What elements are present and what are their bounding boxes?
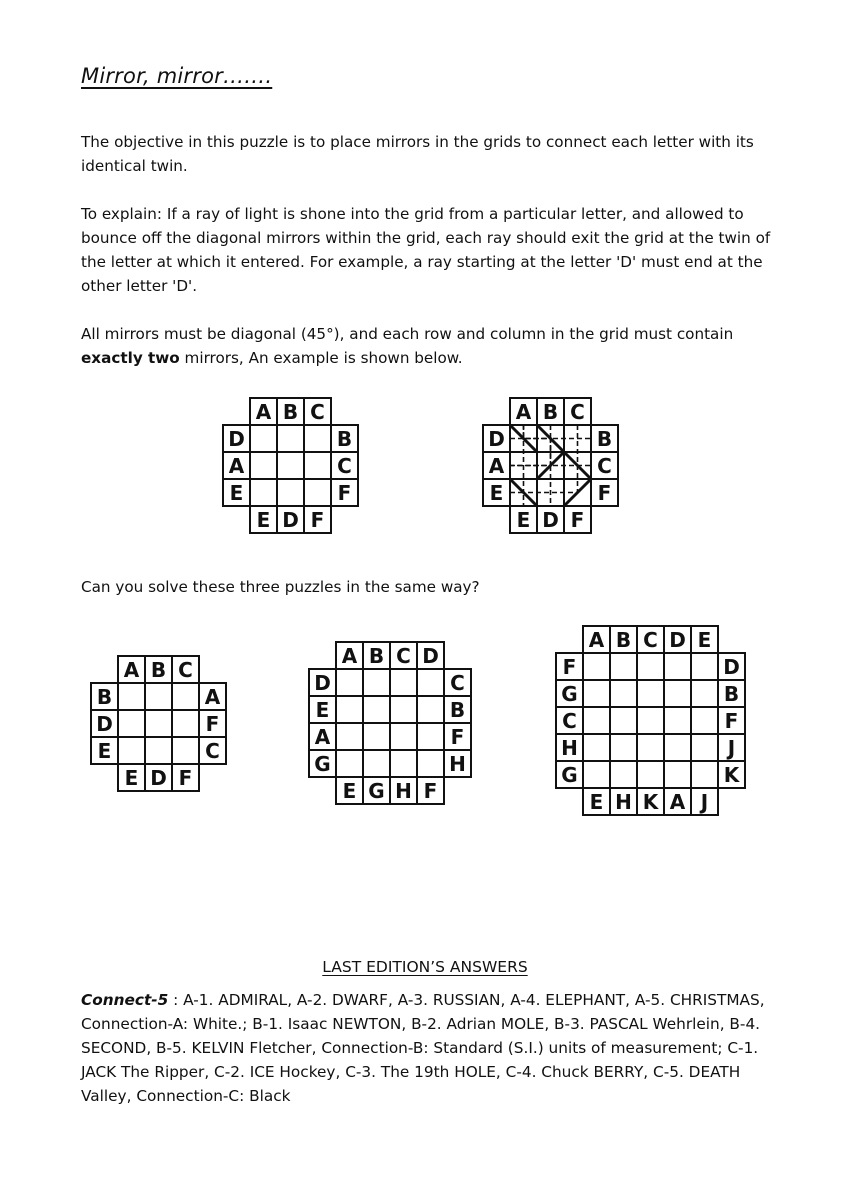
right-label: B: [717, 679, 746, 708]
bottom-label: E: [249, 505, 278, 534]
top-label: D: [416, 641, 445, 670]
grid-cell[interactable]: [636, 760, 665, 789]
grid-cell[interactable]: [663, 706, 692, 735]
answers-text: : A-1. ADMIRAL, A-2. DWARF, A-3. RUSSIAN, A-4. ELEPHANT, A-5. CHRISTMAS, Connection-A: White.; B-1. Isaac NEWTON, B-2. Adrian MOLE, B-3. PASCAL Wehrlein, B-4. SECOND, B-5. KELVIN Fletcher, Connection-B: Standard (S.I.) units of measurement; C-1. JACK The Ripper, C-2. ICE Hockey, C-3. The 19th HOLE, C-4. Chuck BERRY, C-5. DEATH Valley, Connection-C: Black: [81, 991, 765, 1105]
right-label: B: [443, 695, 472, 724]
grid-cell[interactable]: [362, 695, 391, 724]
right-label: C: [443, 668, 472, 697]
grid-cell[interactable]: [144, 709, 173, 738]
grid-cell[interactable]: [362, 749, 391, 778]
grid-cell[interactable]: [416, 695, 445, 724]
right-label: F: [443, 722, 472, 751]
grid-cell[interactable]: [276, 424, 305, 453]
left-label: D: [308, 668, 337, 697]
grid-cell[interactable]: [582, 652, 611, 681]
top-label: B: [609, 625, 638, 654]
grid-cell[interactable]: [117, 736, 146, 765]
bottom-label: K: [636, 787, 665, 816]
left-label: B: [90, 682, 119, 711]
left-label: D: [222, 424, 251, 453]
right-label: C: [198, 736, 227, 765]
grid-cell[interactable]: [609, 679, 638, 708]
rules-text-bold: exactly two: [81, 349, 180, 367]
rules-text-start: All mirrors must be diagonal (45°), and each row and column in the grid must contain: [81, 325, 734, 343]
grid-cell[interactable]: [609, 760, 638, 789]
left-label: E: [222, 478, 251, 507]
grid-cell[interactable]: [303, 424, 332, 453]
grid-cell[interactable]: [416, 749, 445, 778]
right-label: F: [330, 478, 359, 507]
grid-cell[interactable]: [276, 451, 305, 480]
top-label: A: [249, 397, 278, 426]
grid-cell[interactable]: [582, 679, 611, 708]
right-label: D: [717, 652, 746, 681]
grid-cell[interactable]: [536, 451, 565, 480]
grid-cell[interactable]: [171, 709, 200, 738]
intro-paragraph-explanation: To explain: If a ray of light is shone into the grid from a particular letter, and allowed to bounce off the diagonal mirrors within the grid, each ray should exit the grid at the twin of the letter at which it entered. For example, a ray starting at the letter 'D' must end at the other letter 'D'.: [81, 205, 771, 295]
grid-cell[interactable]: [303, 478, 332, 507]
left-label: F: [555, 652, 584, 681]
grid-cell[interactable]: [171, 736, 200, 765]
bottom-label: D: [536, 505, 565, 534]
grid-cell[interactable]: [389, 668, 418, 697]
grid-cell[interactable]: [362, 668, 391, 697]
top-label: B: [144, 655, 173, 684]
top-label: B: [276, 397, 305, 426]
bottom-label: H: [389, 776, 418, 805]
grid-cell[interactable]: [690, 706, 719, 735]
right-label: B: [330, 424, 359, 453]
left-label: E: [90, 736, 119, 765]
grid-cell[interactable]: [335, 695, 364, 724]
bottom-label: F: [171, 763, 200, 792]
page-title: Mirror, mirror…….: [81, 64, 273, 88]
grid-cell[interactable]: [609, 733, 638, 762]
left-label: G: [555, 760, 584, 789]
right-label: K: [717, 760, 746, 789]
left-label: D: [90, 709, 119, 738]
top-label: C: [303, 397, 332, 426]
right-label: H: [443, 749, 472, 778]
grid-cell[interactable]: [563, 478, 592, 507]
left-label: D: [482, 424, 511, 453]
top-label: A: [117, 655, 146, 684]
grid-cell[interactable]: [636, 733, 665, 762]
answers-lead: Connect-5: [81, 991, 169, 1009]
top-label: C: [636, 625, 665, 654]
bottom-label: E: [582, 787, 611, 816]
right-label: B: [590, 424, 619, 453]
left-label: E: [482, 478, 511, 507]
bottom-label: E: [117, 763, 146, 792]
answers-heading: LAST EDITION’S ANSWERS: [322, 958, 528, 976]
bottom-label: F: [303, 505, 332, 534]
grid-cell[interactable]: [249, 424, 278, 453]
grid-cell[interactable]: [249, 478, 278, 507]
bottom-label: G: [362, 776, 391, 805]
grid-cell[interactable]: [249, 451, 278, 480]
grid-cell[interactable]: [171, 682, 200, 711]
grid-cell[interactable]: [636, 679, 665, 708]
grid-cell[interactable]: [362, 722, 391, 751]
grid-cell[interactable]: [609, 706, 638, 735]
top-label: A: [509, 397, 538, 426]
top-label: A: [582, 625, 611, 654]
grid-cell[interactable]: [536, 478, 565, 507]
left-label: E: [308, 695, 337, 724]
grid-cell[interactable]: [582, 733, 611, 762]
right-label: C: [330, 451, 359, 480]
grid-cell[interactable]: [536, 424, 565, 453]
bottom-label: E: [509, 505, 538, 534]
grid-cell[interactable]: [335, 722, 364, 751]
grid-cell[interactable]: [509, 451, 538, 480]
grid-cell[interactable]: [636, 706, 665, 735]
grid-cell[interactable]: [690, 679, 719, 708]
bottom-label: A: [663, 787, 692, 816]
grid-cell[interactable]: [690, 760, 719, 789]
grid-cell[interactable]: [690, 652, 719, 681]
grid-cell[interactable]: [690, 733, 719, 762]
bottom-label: H: [609, 787, 638, 816]
right-label: F: [717, 706, 746, 735]
grid-cell[interactable]: [663, 760, 692, 789]
grid-cell[interactable]: [144, 682, 173, 711]
grid-cell[interactable]: [303, 451, 332, 480]
grid-cell[interactable]: [663, 733, 692, 762]
bottom-label: J: [690, 787, 719, 816]
grid-cell[interactable]: [563, 451, 592, 480]
grid-cell[interactable]: [563, 424, 592, 453]
top-label: B: [536, 397, 565, 426]
grid-cell[interactable]: [509, 424, 538, 453]
intro-paragraph-rules: [81, 322, 781, 370]
grid-cell[interactable]: [389, 695, 418, 724]
grid-cell[interactable]: [416, 722, 445, 751]
intro-paragraph-objective: The objective in this puzzle is to place mirrors in the grids to connect each letter with its identical twin.: [81, 133, 754, 175]
grid-cell[interactable]: [636, 652, 665, 681]
grid-cell[interactable]: [609, 652, 638, 681]
left-label: A: [308, 722, 337, 751]
answers-body: [81, 988, 781, 1108]
grid-cell[interactable]: [509, 478, 538, 507]
top-label: C: [389, 641, 418, 670]
top-label: E: [690, 625, 719, 654]
top-label: A: [335, 641, 364, 670]
left-label: A: [482, 451, 511, 480]
bottom-label: D: [276, 505, 305, 534]
left-label: C: [555, 706, 584, 735]
right-label: F: [590, 478, 619, 507]
grid-cell[interactable]: [276, 478, 305, 507]
grid-cell[interactable]: [663, 652, 692, 681]
bottom-label: E: [335, 776, 364, 805]
right-label: C: [590, 451, 619, 480]
grid-cell[interactable]: [117, 709, 146, 738]
grid-cell[interactable]: [582, 706, 611, 735]
grid-cell[interactable]: [416, 668, 445, 697]
left-label: A: [222, 451, 251, 480]
grid-cell[interactable]: [117, 682, 146, 711]
bottom-label: F: [416, 776, 445, 805]
grid-cell[interactable]: [389, 722, 418, 751]
left-label: H: [555, 733, 584, 762]
question-text: Can you solve these three puzzles in the same way?: [81, 578, 480, 596]
top-label: C: [171, 655, 200, 684]
grid-cell[interactable]: [144, 736, 173, 765]
bottom-label: D: [144, 763, 173, 792]
right-label: F: [198, 709, 227, 738]
top-label: D: [663, 625, 692, 654]
left-label: G: [308, 749, 337, 778]
top-label: C: [563, 397, 592, 426]
grid-cell[interactable]: [582, 760, 611, 789]
bottom-label: F: [563, 505, 592, 534]
rules-text-end: mirrors, An example is shown below.: [179, 349, 463, 367]
grid-cell[interactable]: [389, 749, 418, 778]
top-label: B: [362, 641, 391, 670]
grid-cell[interactable]: [335, 749, 364, 778]
right-label: A: [198, 682, 227, 711]
grid-cell[interactable]: [663, 679, 692, 708]
left-label: G: [555, 679, 584, 708]
grid-cell[interactable]: [335, 668, 364, 697]
right-label: J: [717, 733, 746, 762]
